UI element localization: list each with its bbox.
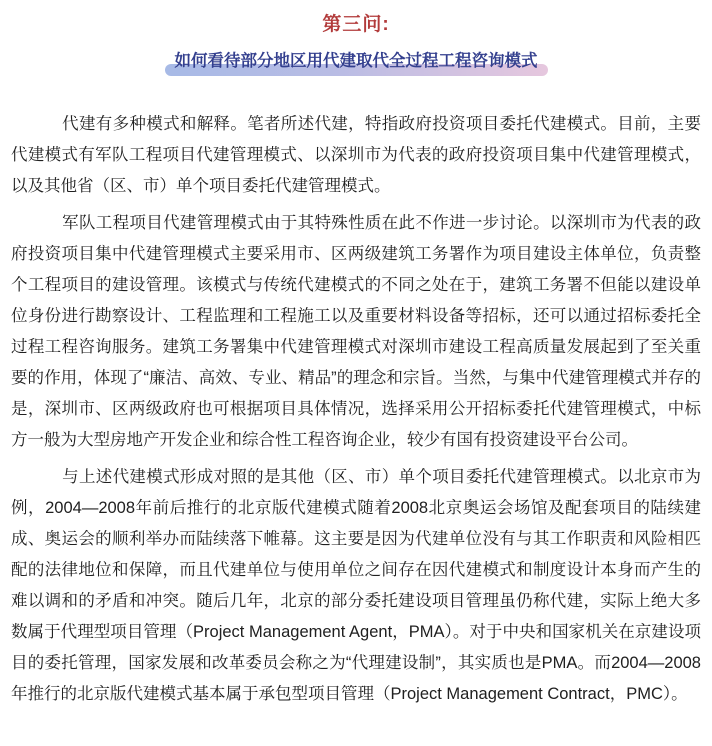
subtitle-row xyxy=(11,49,701,74)
paragraph: 与上述代建模式形成对照的是其他（区、市）单个项目委托代建管理模式。以北京市为例，2004—2008年前后推行的北京版代建模式随着2008北京奥运会场馆及配套项目的陆续建成、奥运会的顺利举办而陆续落下帷幕。这主要是因为代建单位没有与其工作职责和风险相匹配的法律地位和保障，而且代建单位与使用单位之间存在因代建模式和制度设计本身而产生的难以调和的矛盾和冲突。随后几年，北京的部分委托建设项目管理虽仍称代建，实际上绝大多数属于代理型项目管理（Project Management Agent，PMA）。对于中央和国家机关在京建设项目的委托管理，国家发展和改革委员会称之为“代理建设制”，其实质也是PMA。而2004—2008年推行的北京版代建模式基本属于承包型项目管理（Project Management Contract，PMC）。 xyxy=(11,468,701,703)
page-title: 第三问: xyxy=(322,14,390,35)
article-body xyxy=(11,109,701,710)
page-subtitle-text: 如何看待部分地区用代建取代全过程工程咨询模式 xyxy=(174,52,538,70)
paragraph: 代建有多种模式和解释。笔者所述代建，特指政府投资项目委托代建模式。目前，主要代建模式有军队工程项目代建管理模式、以深圳市为代表的政府投资项目集中代建管理模式，以及其他省（区、市）单个项目委托代建管理模式。 xyxy=(11,115,701,195)
page-subtitle xyxy=(173,49,540,74)
paragraph: 军队工程项目代建管理模式由于其特殊性质在此不作进一步讨论。以深圳市为代表的政府投资项目集中代建管理模式主要采用市、区两级建筑工务署作为项目建设主体单位，负责整个工程项目的建设管理。该模式与传统代建模式的不同之处在于，建筑工务署不但能以建设单位身份进行勘察设计、工程监理和工程施工以及重要材料设备等招标，还可以通过招标委托全过程工程咨询服务。建筑工务署集中代建管理模式对深圳市建设工程高质量发展起到了至关重要的作用，体现了“廉洁、高效、专业、精品”的理念和宗旨。当然，与集中代建管理模式并存的是，深圳市、区两级政府也可根据项目具体情况，选择采用公开招标委托代建管理模式，中标方一般为大型房地产开发企业和综合性工程咨询企业，较少有国有投资建设平台公司。 xyxy=(11,214,701,449)
